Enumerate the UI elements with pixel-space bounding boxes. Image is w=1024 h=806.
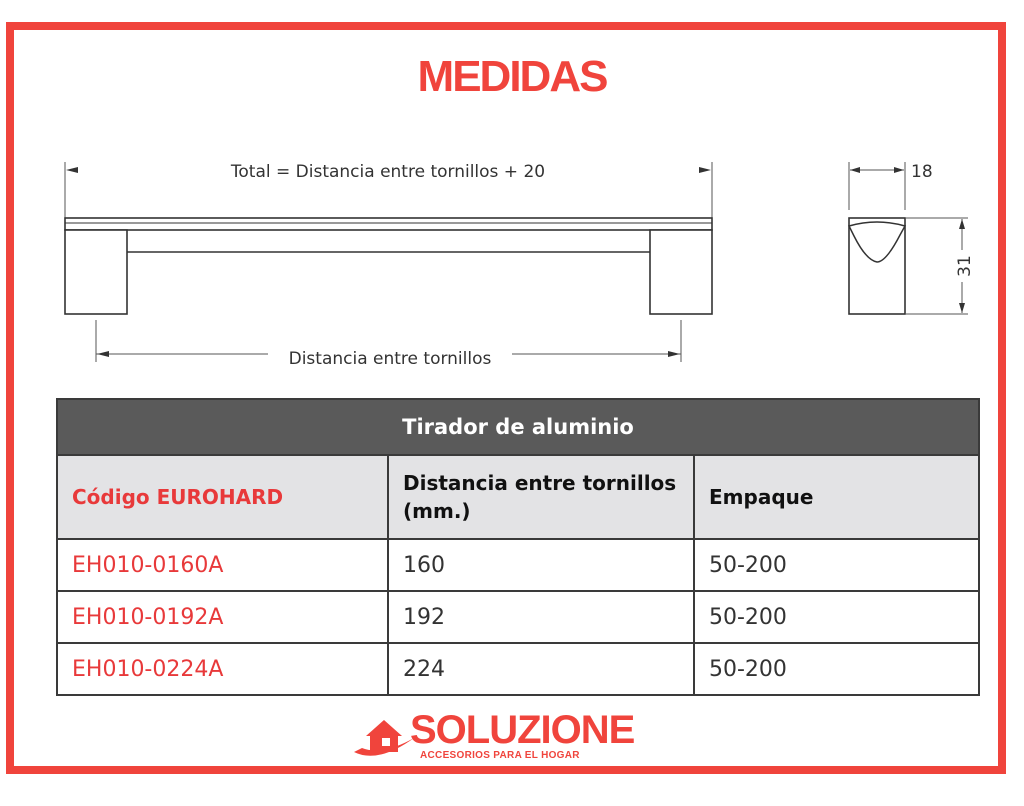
handle-side-view — [65, 218, 712, 314]
header-pack: Empaque — [694, 455, 979, 539]
brand-name: SOLUZIONE — [410, 708, 635, 752]
screw-distance-dimension — [96, 320, 681, 369]
table-caption: Tirador de aluminio — [57, 399, 979, 455]
cell-pack: 50-200 — [694, 643, 979, 695]
page-title: MEDIDAS — [417, 52, 607, 101]
screw-distance-label: Distancia entre tornillos — [288, 349, 492, 369]
cell-distance: 192 — [388, 591, 694, 643]
brand-logo — [348, 708, 648, 766]
handle-end-view — [849, 162, 975, 314]
cell-code: EH010-0224A — [57, 643, 388, 695]
total-length-label: Total = Distancia entre tornillos + 20 — [230, 162, 546, 182]
cell-distance: 160 — [388, 539, 694, 591]
table-row — [57, 643, 979, 695]
width-label: 18 — [911, 162, 933, 182]
house-swoosh-icon — [348, 708, 418, 766]
header-distance: Distancia entre tornillos (mm.) — [388, 455, 694, 539]
height-label: 31 — [955, 255, 975, 277]
cell-distance: 224 — [388, 643, 694, 695]
specifications-table — [56, 398, 980, 696]
table-header-row — [57, 455, 979, 539]
cell-code: EH010-0192A — [57, 591, 388, 643]
header-code: Código EUROHARD — [57, 455, 388, 539]
cell-pack: 50-200 — [694, 539, 979, 591]
handle-technical-drawing — [0, 0, 1024, 400]
total-length-dimension — [65, 162, 712, 220]
brand-tagline: ACCESORIOS PARA EL HOGAR — [420, 750, 580, 761]
cell-code: EH010-0160A — [57, 539, 388, 591]
table-row — [57, 591, 979, 643]
cell-pack: 50-200 — [694, 591, 979, 643]
table-row — [57, 539, 979, 591]
